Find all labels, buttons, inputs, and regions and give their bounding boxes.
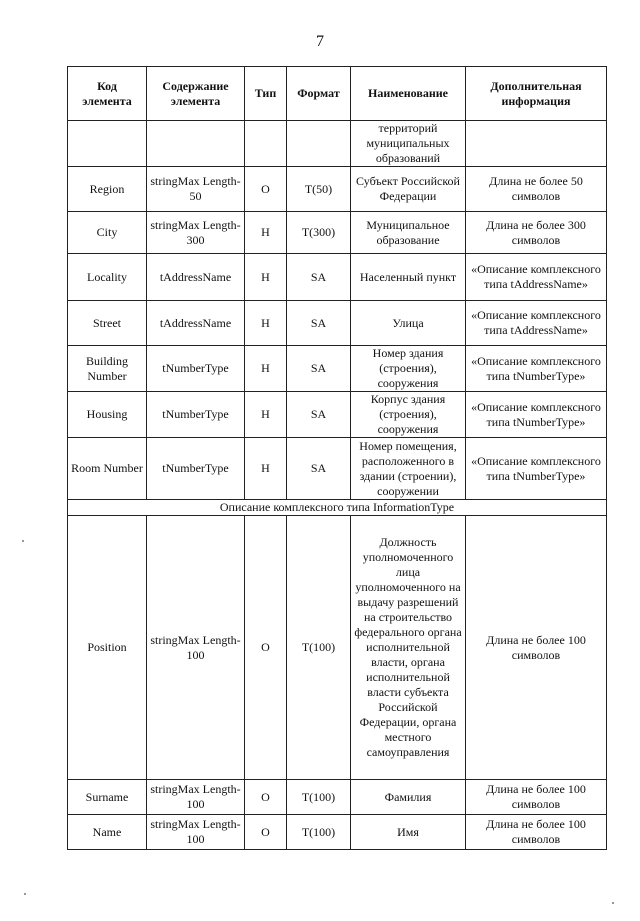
table-cell: Room Number xyxy=(68,438,147,500)
table-cell: T(300) xyxy=(287,212,351,254)
table-cell: О xyxy=(245,516,287,780)
table-cell: Субъект Российской Федерации xyxy=(351,167,466,212)
table-cell: T(100) xyxy=(287,516,351,780)
table-cell: «Описание комплексного типа tNumberType» xyxy=(466,438,607,500)
table-row xyxy=(68,254,607,301)
table-cell: Н xyxy=(245,392,287,438)
header-format: Формат xyxy=(287,67,351,121)
table-cell: Surname xyxy=(68,780,147,815)
table-cell: Region xyxy=(68,167,147,212)
section-row xyxy=(68,500,607,516)
table-cell: tNumberType xyxy=(147,392,245,438)
table-row xyxy=(68,438,607,500)
table-row xyxy=(68,167,607,212)
table-cell: Street xyxy=(68,301,147,346)
element-spec-table xyxy=(67,66,607,850)
table-cell: Locality xyxy=(68,254,147,301)
table-cell: О xyxy=(245,815,287,850)
table-cell: SA xyxy=(287,301,351,346)
scan-speck xyxy=(22,540,24,542)
table-cell: stringMax Length-100 xyxy=(147,780,245,815)
table-cell xyxy=(245,121,287,167)
table-cell: О xyxy=(245,780,287,815)
table-cell: «Описание комплексного типа tNumberType» xyxy=(466,392,607,438)
table-cell: Н xyxy=(245,301,287,346)
table-cell: stringMax Length-100 xyxy=(147,815,245,850)
table-cell: Корпус здания (строения), сооружения xyxy=(351,392,466,438)
table-cell: Position xyxy=(68,516,147,780)
table-cell: SA xyxy=(287,346,351,392)
scan-speck xyxy=(612,902,614,904)
table-cell: «Описание комплексного типа tNumberType» xyxy=(466,346,607,392)
table-row xyxy=(68,392,607,438)
table-cell xyxy=(68,121,147,167)
table-cell: Должность уполномоченного лица уполномоченного на выдачу разрешений на строительство федерального органа исполнительной власти, органа исполнительной власти субъекта Российской Федерации, органа местного самоуправления xyxy=(351,516,466,780)
table-cell: tAddressName xyxy=(147,301,245,346)
table-cell: «Описание комплексного типа tAddressName» xyxy=(466,254,607,301)
table-cell: Н xyxy=(245,346,287,392)
section-title: Описание комплексного типа InformationType xyxy=(68,500,607,516)
table-cell xyxy=(287,121,351,167)
table-cell: Н xyxy=(245,254,287,301)
table-cell: Имя xyxy=(351,815,466,850)
table-cell xyxy=(466,121,607,167)
header-element-content: Содержание элемента xyxy=(147,67,245,121)
header-name: Наименование xyxy=(351,67,466,121)
table-cell: tNumberType xyxy=(147,438,245,500)
table-cell: Номер помещения, расположенного в здании (строении), сооружении xyxy=(351,438,466,500)
table-row xyxy=(68,121,607,167)
table-cell: Длина не более 100 символов xyxy=(466,780,607,815)
table-cell: stringMax Length-50 xyxy=(147,167,245,212)
table-cell: Фамилия xyxy=(351,780,466,815)
table-cell: Номер здания (строения), сооружения xyxy=(351,346,466,392)
page-number: 7 xyxy=(316,33,324,50)
table-cell: О xyxy=(245,167,287,212)
table-cell: Улица xyxy=(351,301,466,346)
table-row xyxy=(68,301,607,346)
table-cell: Housing xyxy=(68,392,147,438)
scan-speck xyxy=(24,893,26,895)
table-cell: Длина не более 300 символов xyxy=(466,212,607,254)
table-cell: T(50) xyxy=(287,167,351,212)
table-cell: tAddressName xyxy=(147,254,245,301)
table-cell: Населенный пункт xyxy=(351,254,466,301)
table-cell: Длина не более 100 символов xyxy=(466,516,607,780)
table-cell: City xyxy=(68,212,147,254)
table-cell: «Описание комплексного типа tAddressName» xyxy=(466,301,607,346)
table-cell: SA xyxy=(287,392,351,438)
table-cell: Длина не более 50 символов xyxy=(466,167,607,212)
table-cell xyxy=(147,121,245,167)
table-cell: SA xyxy=(287,254,351,301)
header-additional-info: Дополнительная информация xyxy=(466,67,607,121)
table-cell: территорий муниципальных образований xyxy=(351,121,466,167)
table-row xyxy=(68,780,607,815)
table-cell: tNumberType xyxy=(147,346,245,392)
table-cell: stringMax Length-300 xyxy=(147,212,245,254)
header-type: Тип xyxy=(245,67,287,121)
table-cell: stringMax Length-100 xyxy=(147,516,245,780)
table-cell: Name xyxy=(68,815,147,850)
table-cell: Длина не более 100 символов xyxy=(466,815,607,850)
table-row xyxy=(68,516,607,780)
table-cell: T(100) xyxy=(287,780,351,815)
table-row xyxy=(68,815,607,850)
table-cell: SA xyxy=(287,438,351,500)
table-header-row xyxy=(68,67,607,121)
table-cell: Building Number xyxy=(68,346,147,392)
table-cell: T(100) xyxy=(287,815,351,850)
table-row xyxy=(68,212,607,254)
table-cell: Муниципальное образование xyxy=(351,212,466,254)
header-element-code: Код элемента xyxy=(68,67,147,121)
table-row xyxy=(68,346,607,392)
table-cell: Н xyxy=(245,212,287,254)
table-cell: Н xyxy=(245,438,287,500)
